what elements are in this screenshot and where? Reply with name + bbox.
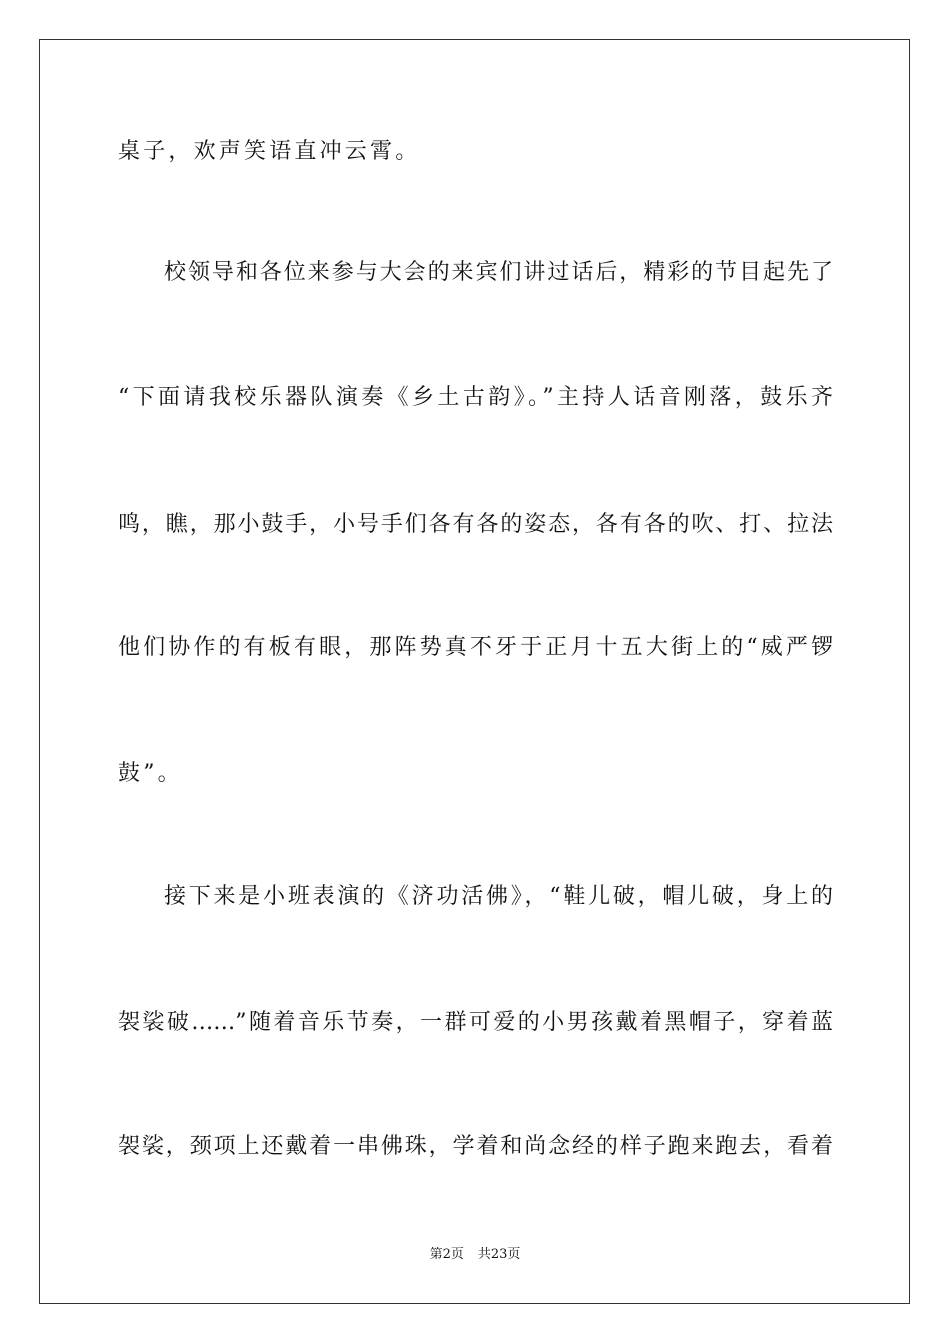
text-line-6: 鼓”。 — [118, 761, 183, 786]
text-line-9: 袈裟，颈项上还戴着一串佛珠，学着和尚念经的样子跑来跑去，看着 — [118, 1134, 833, 1159]
text-line-3: “下面请我校乐器队演奏《乡土古韵》。”主持人话音刚落，鼓乐齐 — [118, 385, 833, 410]
text-line-1: 桌子，欢声笑语直冲云霄。 — [118, 139, 421, 164]
text-line-7: 接下来是小班表演的《济功活佛》，“鞋儿破，帽儿破，身上的 — [164, 884, 833, 909]
page-number: 第2页 — [429, 1247, 464, 1262]
page-footer — [0, 1246, 950, 1264]
page-border — [39, 39, 910, 1304]
text-line-5: 他们协作的有板有眼，那阵势真不牙于正月十五大街上的“威严锣 — [118, 635, 833, 660]
text-line-8: 袈裟破……”随着音乐节奏，一群可爱的小男孩戴着黑帽子，穿着蓝 — [118, 1010, 833, 1035]
text-line-2: 校领导和各位来参与大会的来宾们讲过话后，精彩的节目起先了 — [164, 260, 833, 285]
page-total: 共23页 — [477, 1247, 521, 1262]
text-line-4: 鸣，瞧，那小鼓手，小号手们各有各的姿态，各有各的吹、打、拉法 — [118, 512, 833, 537]
